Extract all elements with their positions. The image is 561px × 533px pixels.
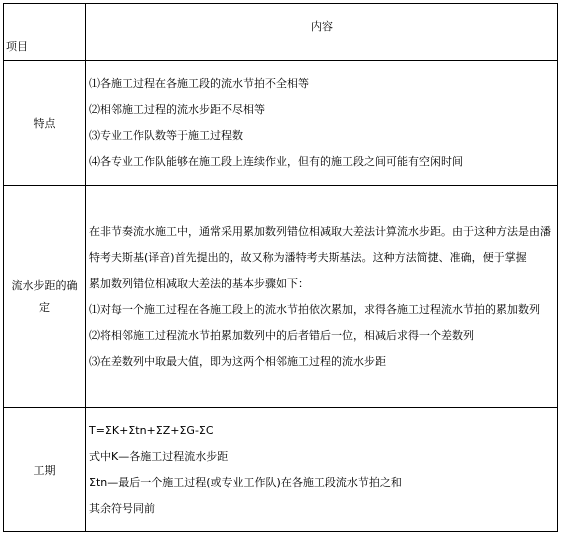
content-line: 累加数列错位相减取大差法的基本步骤如下： [89, 276, 309, 290]
content-paragraph: ⑴对每一个施工过程在各施工段上的流水节拍依次累加，求得各施工过程流水节拍的累加数列 [89, 302, 540, 316]
content-table [3, 3, 558, 532]
row-content-cell [86, 186, 558, 408]
content-line: Σtn—最后一个施工过程(或专业工作队)在各施工段流水节拍之和 [89, 475, 402, 489]
content-line: ⑵相邻施工过程的流水步距不尽相等 [89, 103, 265, 116]
content-line: 式中K—各施工过程流水步距 [89, 449, 229, 463]
content-line: ⑵将相邻施工过程流水节拍累加数列中的后者错后一位，相减后求得一个差数列 [89, 328, 474, 342]
table-row [4, 61, 558, 186]
row-name-cell: 流水步距的确定 [4, 186, 86, 408]
content-paragraph: 在非节奏流水施工中，通常采用累加数列错位相减取大差法计算流水步距。由于这种方法是由潘特考夫斯基(译音)首先提出的，故又称为潘特考夫斯基法。这种方法简捷、准确，便于掌握 [89, 224, 551, 264]
formula-line: T=ΣK+Σtn+ΣZ+ΣG-ΣC [89, 423, 214, 437]
table-row [4, 408, 558, 532]
content-line: ⑴各施工过程在各施工段的流水节拍不全相等 [89, 77, 309, 90]
row-name-cell: 工期 [4, 408, 86, 532]
row-name-cell: 特点 [4, 61, 86, 186]
content-line: ⑶专业工作队数等于施工过程数 [89, 129, 243, 142]
table-header-row [4, 4, 558, 61]
table-row [4, 186, 558, 408]
content-line: 其余符号同前 [89, 501, 155, 515]
content-line: ⑶在差数列中取最大值，即为这两个相邻施工过程的流水步距 [89, 354, 386, 368]
header-content-cell: 内容 [86, 4, 558, 61]
row-content-cell [86, 408, 558, 532]
header-item-cell: 项目 [4, 4, 86, 61]
content-line: ⑷各专业工作队能够在施工段上连续作业，但有的施工段之间可能有空闲时间 [89, 155, 463, 168]
row-content-cell [86, 61, 558, 186]
